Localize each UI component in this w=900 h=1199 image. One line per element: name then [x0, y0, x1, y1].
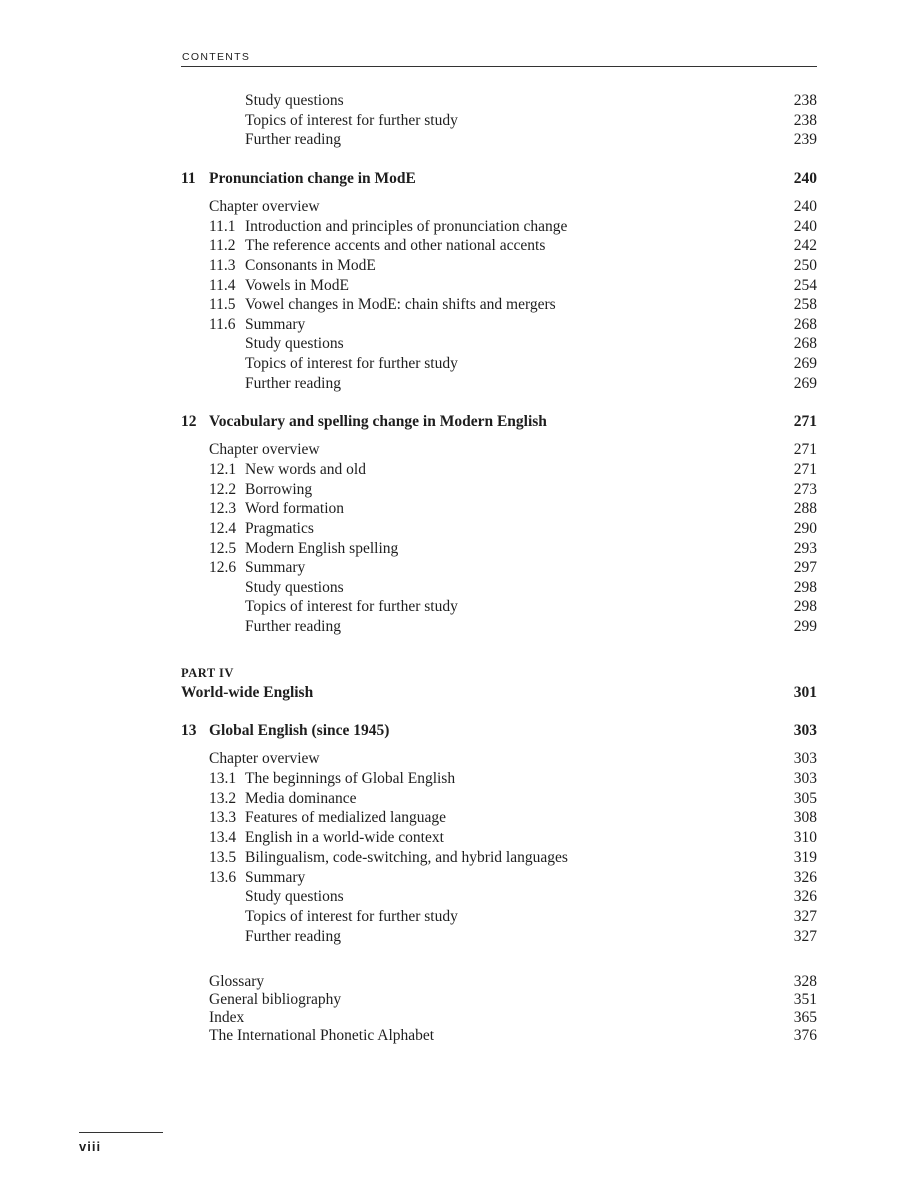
toc-entry-row[interactable]: [209, 1008, 817, 1028]
toc-entry-title: Vowels in ModE: [245, 277, 349, 294]
toc-page-number: 328: [793, 973, 817, 990]
toc-page-number: 299: [793, 618, 817, 635]
toc-page-number: 376: [793, 1027, 817, 1044]
toc-entry-row[interactable]: [245, 617, 817, 637]
toc-entry-row[interactable]: [209, 499, 817, 519]
toc-entry-title: Modern English spelling: [245, 540, 399, 557]
toc-page-number: 271: [793, 461, 817, 478]
toc-entry-row[interactable]: [209, 236, 817, 256]
toc-entry-title: Topics of interest for further study: [245, 598, 458, 615]
toc-entry-row[interactable]: [245, 91, 817, 111]
header-rule: [181, 66, 817, 67]
toc-entry-row[interactable]: [209, 808, 817, 828]
part-page-number: 301: [793, 684, 817, 701]
toc-entry-number: 12.5: [209, 540, 237, 557]
toc-entry-title: English in a world-wide context: [245, 829, 444, 846]
toc-entry-title: Introduction and principles of pronunciation change: [245, 218, 568, 235]
toc-entry-row[interactable]: [209, 539, 817, 559]
toc-entry-number: 12.1: [209, 461, 237, 478]
toc-entry-title: Chapter overview: [209, 198, 320, 215]
toc-page-number: 268: [793, 335, 817, 352]
toc-page-number: 258: [793, 296, 817, 313]
toc-page-number: 254: [793, 277, 817, 294]
toc-entry-title: Study questions: [245, 92, 344, 109]
toc-entry-number: 13.6: [209, 869, 237, 886]
toc-entry-title: Further reading: [245, 375, 341, 392]
toc-entry-row[interactable]: [209, 276, 817, 296]
toc-page-number: 293: [793, 540, 817, 557]
toc-entry-row[interactable]: [245, 374, 817, 394]
toc-entry-row[interactable]: [209, 519, 817, 539]
part-title-row[interactable]: [181, 683, 817, 703]
toc-entry-title: Topics of interest for further study: [245, 112, 458, 129]
toc-page-number: 326: [793, 888, 817, 905]
toc-page-number: 308: [793, 809, 817, 826]
toc-page-number: 271: [793, 441, 817, 458]
toc-entry-title: Chapter overview: [209, 441, 320, 458]
toc-entry-row[interactable]: [245, 578, 817, 598]
toc-entry-row[interactable]: [209, 828, 817, 848]
toc-page-number: 310: [793, 829, 817, 846]
toc-entry-title: Further reading: [245, 928, 341, 945]
toc-entry-title: Study questions: [245, 888, 344, 905]
toc-entry-number: 11.3: [209, 257, 236, 274]
toc-entry-title: Word formation: [245, 500, 345, 517]
toc-entry-title: Summary: [245, 869, 306, 886]
toc-page-number: 303: [793, 750, 817, 767]
toc-entry-title: Global English (since 1945): [209, 722, 390, 739]
toc-page-number: 288: [793, 500, 817, 517]
toc-page-number: 240: [793, 218, 817, 235]
toc-entry-row[interactable]: [245, 334, 817, 354]
toc-entry-row[interactable]: [245, 887, 817, 907]
toc-entry-number: 11.6: [209, 316, 236, 333]
footer-rule: [79, 1132, 163, 1133]
toc-entry-title: Features of medialized language: [245, 809, 446, 826]
toc-entry-row[interactable]: [245, 597, 817, 617]
toc-page-number: 327: [793, 928, 817, 945]
toc-entry-number: 13.4: [209, 829, 237, 846]
toc-page-number: 298: [793, 598, 817, 615]
toc-entry-title: Bilingualism, code-switching, and hybrid languages: [245, 849, 568, 866]
toc-entry-number: 13.5: [209, 849, 237, 866]
toc-entry-row[interactable]: [209, 990, 817, 1010]
toc-entry-number: 13.1: [209, 770, 237, 787]
toc-entry-title: Borrowing: [245, 481, 313, 498]
toc-page-number: 290: [793, 520, 817, 537]
toc-entry-number: 13.3: [209, 809, 237, 826]
toc-entry-row[interactable]: [245, 907, 817, 927]
toc-entry-row[interactable]: [209, 295, 817, 315]
toc-entry-title: Summary: [245, 316, 306, 333]
toc-page-number: 319: [793, 849, 817, 866]
toc-entry-number: 12.3: [209, 500, 237, 517]
running-head: CONTENTS: [182, 51, 251, 63]
toc-entry-title: Summary: [245, 559, 306, 576]
toc-entry-title: Chapter overview: [209, 750, 320, 767]
toc-page-number: 250: [793, 257, 817, 274]
toc-page-number: 305: [793, 790, 817, 807]
toc-page-number: 238: [793, 112, 817, 129]
toc-entry-title: Index: [209, 1009, 245, 1026]
toc-page-number: 327: [793, 908, 817, 925]
toc-page-number: 273: [793, 481, 817, 498]
toc-entry-title: Further reading: [245, 618, 341, 635]
toc-entry-title: Vowel changes in ModE: chain shifts and mergers: [245, 296, 556, 313]
toc-entry-number: 12: [181, 413, 197, 430]
toc-page-number: 240: [793, 198, 817, 215]
toc-page-number: 298: [793, 579, 817, 596]
toc-chapter-row[interactable]: [181, 169, 817, 189]
toc-entry-row[interactable]: [245, 111, 817, 131]
toc-entry-row[interactable]: [209, 440, 817, 460]
toc-entry-row[interactable]: [209, 197, 817, 217]
toc-entry-row[interactable]: [245, 354, 817, 374]
toc-entry-row[interactable]: [209, 460, 817, 480]
toc-page-number: 303: [793, 722, 817, 739]
toc-entry-row[interactable]: [209, 848, 817, 868]
toc-entry-number: 13: [181, 722, 197, 739]
toc-entry-title: Vocabulary and spelling change in Modern English: [209, 413, 547, 430]
toc-page-number: 242: [793, 237, 817, 254]
toc-page-number: 326: [793, 869, 817, 886]
toc-entry-row[interactable]: [209, 789, 817, 809]
toc-entry-title: Glossary: [209, 973, 265, 990]
toc-page-number: 365: [793, 1009, 817, 1026]
toc-entry-number: 11.4: [209, 277, 236, 294]
toc-entry-row[interactable]: [209, 558, 817, 578]
toc-page-number: 303: [793, 770, 817, 787]
toc-entry-title: General bibliography: [209, 991, 342, 1008]
toc-entry-row[interactable]: [245, 130, 817, 150]
toc-page-number: 297: [793, 559, 817, 576]
toc-entry-number: 11: [181, 170, 196, 187]
toc-page-number: 240: [793, 170, 817, 187]
toc-entry-title: Further reading: [245, 131, 341, 148]
toc-entry-title: Topics of interest for further study: [245, 908, 458, 925]
toc-entry-title: Study questions: [245, 335, 344, 352]
toc-entry-row[interactable]: [209, 868, 817, 888]
toc-entry-title: Pronunciation change in ModE: [209, 170, 416, 187]
toc-entry-title: The reference accents and other national accents: [245, 237, 546, 254]
toc-entry-row[interactable]: [209, 256, 817, 276]
toc-page-number: 351: [793, 991, 817, 1008]
toc-entry-number: 13.2: [209, 790, 237, 807]
toc-page-number: 238: [793, 92, 817, 109]
toc-entry-row[interactable]: [209, 749, 817, 769]
toc-page-number: 268: [793, 316, 817, 333]
part-label: PART IV: [181, 666, 234, 680]
toc-entry-title: Pragmatics: [245, 520, 314, 537]
toc-entry-number: 12.4: [209, 520, 237, 537]
toc-entry-title: Media dominance: [245, 790, 357, 807]
toc-entry-number: 11.1: [209, 218, 236, 235]
toc-entry-row[interactable]: [209, 1026, 817, 1046]
toc-entry-row[interactable]: [209, 972, 817, 992]
toc-page-number: 239: [793, 131, 817, 148]
part-title: World-wide English: [181, 684, 314, 701]
toc-entry-number: 11.5: [209, 296, 236, 313]
toc-entry-title: Topics of interest for further study: [245, 355, 458, 372]
toc-entry-title: New words and old: [245, 461, 366, 478]
toc-entry-title: Study questions: [245, 579, 344, 596]
toc-page-number: 269: [793, 375, 817, 392]
toc-entry-number: 12.6: [209, 559, 237, 576]
toc-entry-row[interactable]: [209, 480, 817, 500]
toc-entry-row[interactable]: [209, 315, 817, 335]
toc-page-number: 271: [793, 413, 817, 430]
toc-entry-number: 12.2: [209, 481, 237, 498]
toc-entry-row[interactable]: [209, 769, 817, 789]
toc-entry-title: The beginnings of Global English: [245, 770, 456, 787]
toc-entry-number: 11.2: [209, 237, 236, 254]
toc-chapter-row[interactable]: [181, 721, 817, 741]
toc-entry-title: The International Phonetic Alphabet: [209, 1027, 435, 1044]
toc-page-number: 269: [793, 355, 817, 372]
toc-entry-row[interactable]: [209, 217, 817, 237]
toc-chapter-row[interactable]: [181, 412, 817, 432]
toc-entry-title: Consonants in ModE: [245, 257, 376, 274]
page-folio: viii: [79, 1139, 102, 1154]
toc-entry-row[interactable]: [245, 927, 817, 947]
